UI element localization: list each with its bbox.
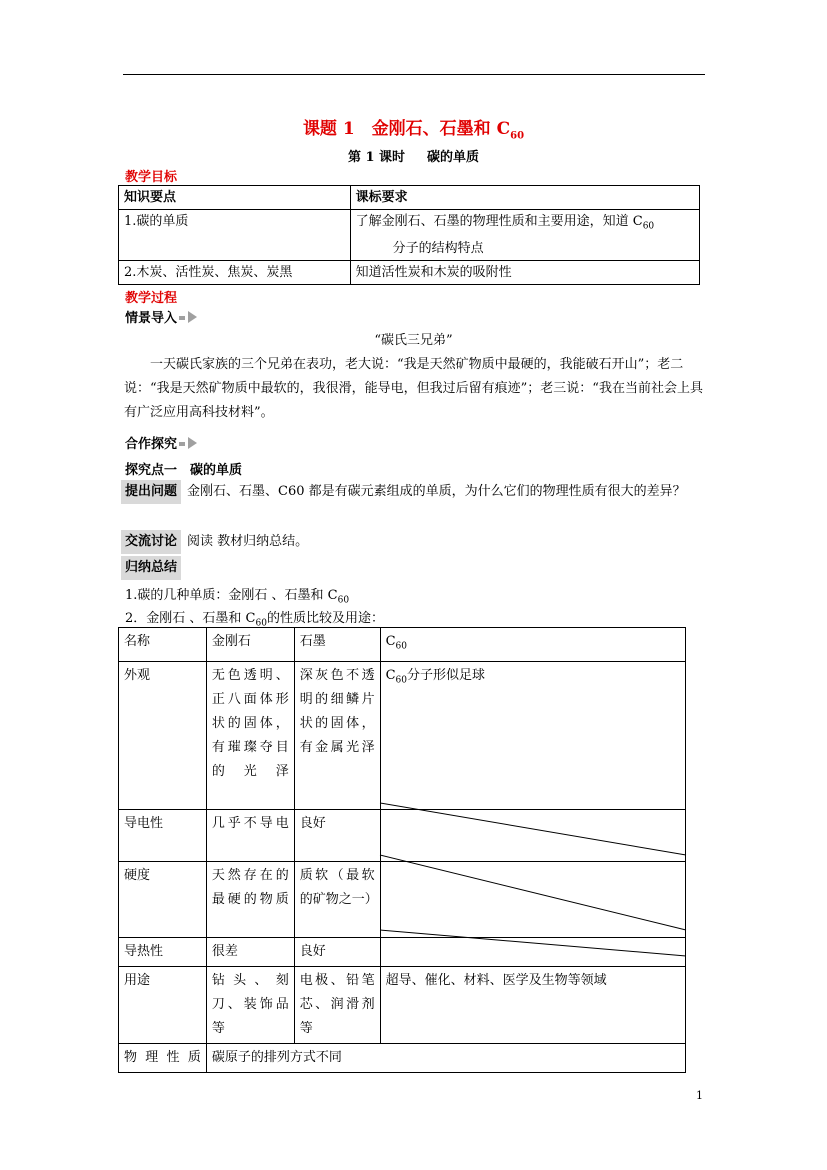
compare-header: 名称 — [119, 628, 207, 662]
compare-cell-empty — [380, 809, 685, 861]
compare-cell: 物理性质 — [119, 1043, 207, 1072]
compare-cell: $C_{60}$分子形似足球 — [380, 661, 685, 809]
table-row — [119, 937, 686, 966]
goals-cell: 1.碳的单质 — [119, 210, 351, 261]
arrow-icon — [179, 442, 185, 446]
table-row — [119, 661, 686, 809]
table-row — [119, 260, 700, 284]
compare-cell: 碳原子的排列方式不同 — [206, 1043, 685, 1072]
compare-cell: 用途 — [119, 966, 207, 1043]
table-row — [119, 210, 700, 261]
compare-header: 石墨 — [294, 628, 380, 662]
table-row — [119, 809, 686, 861]
arrow-icon — [179, 316, 185, 320]
coop-label: 合作探究 — [125, 433, 197, 452]
story-title: “碳氏三兄弟” — [374, 333, 453, 348]
compare-cell: 硬度 — [119, 861, 207, 937]
goals-col-header: 课标要求 — [350, 186, 699, 210]
summary-line-2: 2．金刚石 、石墨和 $C_{60}$的性质比较及用途： — [125, 611, 384, 629]
summary-block — [121, 556, 706, 580]
process-heading: 教学过程 — [125, 291, 178, 306]
compare-cell: 导电性 — [119, 809, 207, 861]
compare-cell: 几乎不导电 — [206, 809, 294, 861]
table-row — [119, 1043, 686, 1072]
page-number: 1 — [696, 1089, 703, 1102]
header-rule — [123, 74, 705, 75]
compare-cell: 导热性 — [119, 937, 207, 966]
goals-table — [118, 185, 700, 285]
compare-cell: 天然存在的最硬的物质 — [206, 861, 294, 937]
goals-cell: 了解金刚石、石墨的物理性质和主要用途，知道 $C_{60}$ 分子的结构特点 — [350, 210, 699, 261]
compare-cell: 很差 — [206, 937, 294, 966]
compare-cell: 良好 — [294, 937, 380, 966]
goals-cell: 2.木炭、活性炭、焦炭、炭黑 — [119, 260, 351, 284]
question-block: 提出问题 金刚石、石墨、C60 都是有碳元素组成的单质，为什么它们的物理性质有很大的差异？ — [121, 480, 706, 504]
explore-point-heading: 探究点一 碳的单质 — [125, 463, 243, 478]
table-row — [119, 861, 686, 937]
intro-label: 情景导入 — [125, 307, 197, 326]
goals-cell: 知道活性炭和木炭的吸附性 — [350, 260, 699, 284]
compare-cell: 良好 — [294, 809, 380, 861]
compare-cell-empty — [380, 861, 685, 937]
compare-cell: 钻头、刻刀、装饰品等 — [206, 966, 294, 1043]
table-row — [119, 628, 686, 662]
story-paragraph: 一天碳氏家族的三个兄弟在表功，老大说：“我是天然矿物质中最硬的，我能破石开山”；老二说：“我是天然矿物质中最软的，我很滑，能导电，但我过后留有痕迹”；老三说：“我在当前社会上具有广泛应用高科技材料”。 — [124, 357, 703, 420]
compare-cell: 外观 — [119, 661, 207, 809]
goals-heading: 教学目标 — [125, 170, 178, 185]
compare-cell: 质软（最软的矿物之一） — [294, 861, 380, 937]
question-tag: 提出问题 — [121, 480, 181, 504]
summary-tag: 归纳总结 — [121, 556, 181, 580]
summary-line-1: 1.碳的几种单质：金刚石 、石墨和 $C_{60}$ — [125, 588, 350, 606]
lesson-subtitle: 第 1 课时 碳的单质 — [347, 150, 480, 165]
compare-cell: 深灰色不透明的细鳞片状的固体，有金属光泽 — [294, 661, 380, 809]
comparison-table — [118, 627, 686, 1073]
compare-header: 金刚石 — [206, 628, 294, 662]
discussion-block: 交流讨论 阅读 教材归纳总结。 — [121, 530, 706, 554]
goals-col-header: 知识要点 — [119, 186, 351, 210]
table-row — [119, 186, 700, 210]
compare-cell: 无色透明、正八面体形状的固体，有璀璨夺目的光泽 — [206, 661, 294, 809]
compare-cell-empty — [380, 937, 685, 966]
discussion-tag: 交流讨论 — [121, 530, 181, 554]
page-title: 课题 1 金刚石、石墨和 $C_{60}$ — [302, 119, 525, 142]
compare-cell: 超导、催化、材料、医学及生物等领域 — [380, 966, 685, 1043]
compare-header: $C_{60}$ — [380, 628, 685, 662]
compare-cell: 电极、铅笔芯、润滑剂等 — [294, 966, 380, 1043]
table-row — [119, 966, 686, 1043]
